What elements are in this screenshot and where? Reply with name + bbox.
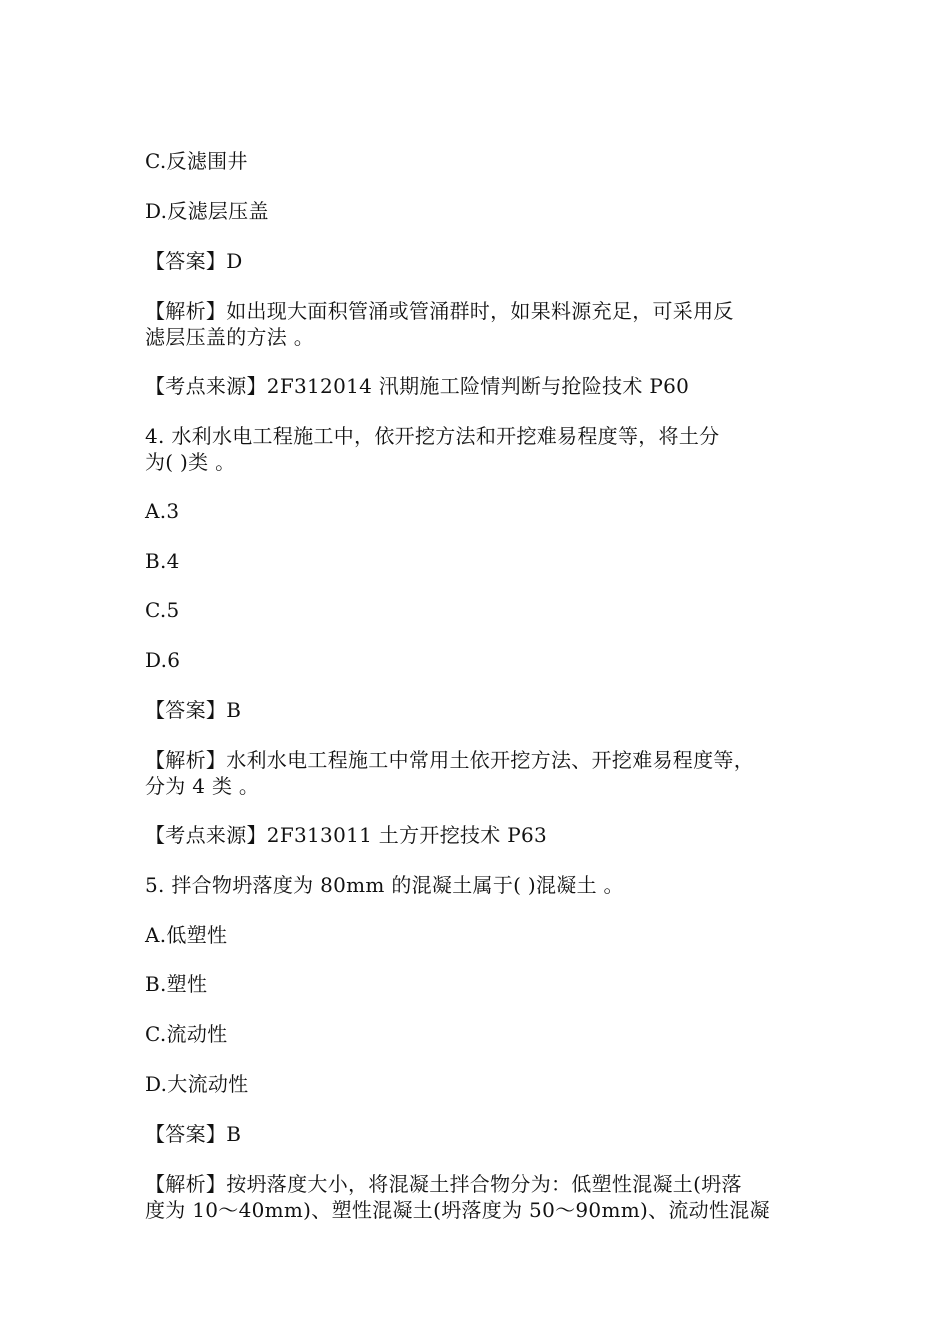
q3-answer: 【答案】D [145,249,243,273]
q5-option-b: B.塑性 [145,972,208,996]
q4-option-a: A.3 [145,499,180,523]
q5-option-a: A.低塑性 [145,923,228,947]
q5-analysis-line-1: 【解析】按坍落度大小，将混凝土拌合物分为：低塑性混凝土(坍落 [145,1172,742,1196]
q5-option-d: D.大流动性 [145,1072,249,1096]
q4-option-d: D.6 [145,648,181,672]
q4-option-c: C.5 [145,598,180,622]
q5-stem: 5. 拌合物坍落度为 80mm 的混凝土属于( )混凝土 。 [145,873,624,897]
q3-analysis-line-1: 【解析】如出现大面积管涌或管涌群时，如果料源充足，可采用反 [145,299,734,323]
q4-analysis [145,747,825,799]
q4-stem-line-1: 4. 水利水电工程施工中，依开挖方法和开挖难易程度等，将土分 [145,424,720,448]
q5-option-c: C.流动性 [145,1022,228,1046]
q4-answer: 【答案】B [145,698,242,722]
q5-analysis [145,1171,825,1223]
q3-source: 【考点来源】2F312014 汛期施工险情判断与抢险技术 P60 [145,374,690,398]
q4-option-b: B.4 [145,549,180,573]
q3-option-c: C.反滤围井 [145,149,248,173]
q4-stem-line-2: 为( )类 。 [145,450,236,474]
q3-analysis-line-2: 滤层压盖的方法 。 [145,325,315,349]
q4-stem [145,423,825,475]
q4-analysis-line-1: 【解析】水利水电工程施工中常用土依开挖方法、开挖难易程度等， [145,748,754,772]
q3-option-d: D.反滤层压盖 [145,199,269,223]
q3-analysis [145,298,825,350]
q5-answer: 【答案】B [145,1122,242,1146]
q4-source: 【考点来源】2F313011 土方开挖技术 P63 [145,823,548,847]
q4-analysis-line-2: 分为 4 类 。 [145,774,260,798]
q5-analysis-line-2: 度为 10～40mm)、塑性混凝土(坍落度为 50～90mm)、流动性混凝 [145,1198,770,1222]
